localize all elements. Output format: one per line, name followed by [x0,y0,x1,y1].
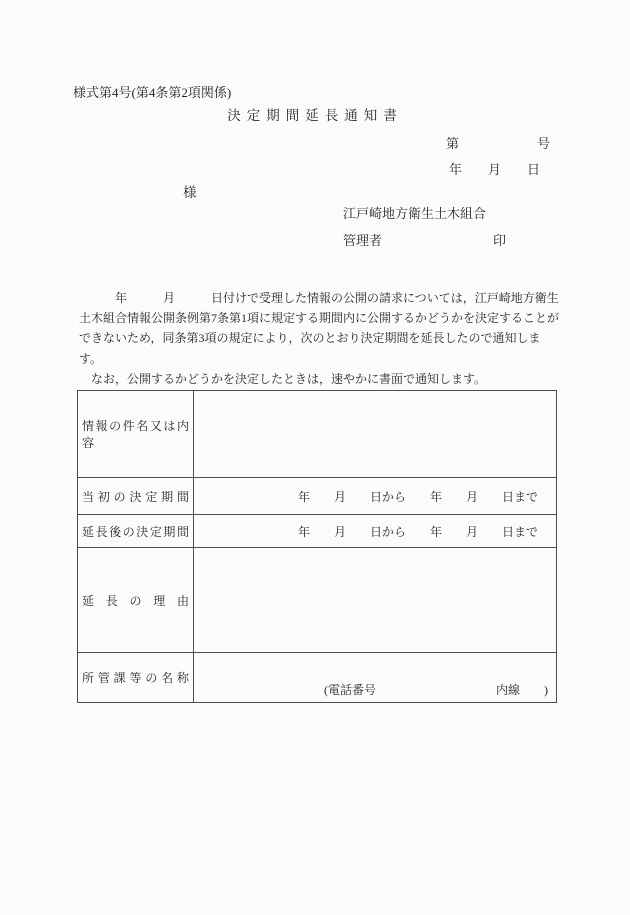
body-line-4: す。 [79,351,103,366]
form-table [77,390,557,703]
body-line-2: 土木組合情報公開条例第7条第1項に規定する期間内に公開するかどうかを決定することが [79,311,560,326]
extended-period-blanks: 年 月 日から 年 月 日まで [297,524,538,539]
table-row-department [78,652,556,702]
initial-period-label: 当初の決定期間 [82,489,189,504]
table-row-info-subject [78,391,556,477]
department-label-cell [78,653,194,702]
info-subject-label: 情報の件名又は内容 [82,419,189,450]
extension-reason-label: 延長の理由 [82,593,189,608]
table-row-extension-reason [78,547,556,652]
department-value-cell [194,653,556,702]
document-number-line: 第 号 [445,136,550,151]
sender-line [343,230,513,249]
seal-mark: 印 [493,233,507,248]
form-number: 様式第4号(第4条第2項関係) [73,85,232,100]
extended-period-label-cell [78,515,194,547]
body-paragraph [79,288,561,389]
extended-period-label: 延長後の決定期間 [82,524,189,539]
body-line-5: なお，公開するかどうかを決定したときは，速やかに書面で通知します。 [79,371,487,386]
initial-period-label-cell [78,478,194,514]
body-line-3: できないため，同条第3項の規定により，次のとおり決定期間を延長したので通知しま [79,331,541,346]
body-line-1: 年 月 日付けで受理した情報の公開の請求については，江戸崎地方衛生 [79,291,559,305]
info-subject-label-cell [78,391,194,477]
info-subject-value-cell [194,391,556,477]
table-row-initial-period [78,477,556,514]
table-row-extended-period [78,514,556,547]
initial-period-value-cell [194,478,556,514]
addressee-sama: 様 [183,185,197,200]
document-title: 決定期間延長通知書 [227,108,403,123]
sender-organization: 江戸崎地方衛生土木組合 [343,206,487,221]
department-label: 所管課等の名称 [82,671,189,685]
extension-reason-value-cell [194,548,556,652]
initial-period-blanks: 年 月 日から 年 月 日まで [297,489,538,504]
sender-title: 管理者 [343,233,383,248]
date-line: 年 月 日 [448,162,540,177]
extension-reason-label-cell [78,548,194,652]
phone-extension-blanks: (電話番号 内線 ) [324,683,548,697]
extended-period-value-cell [194,515,556,547]
